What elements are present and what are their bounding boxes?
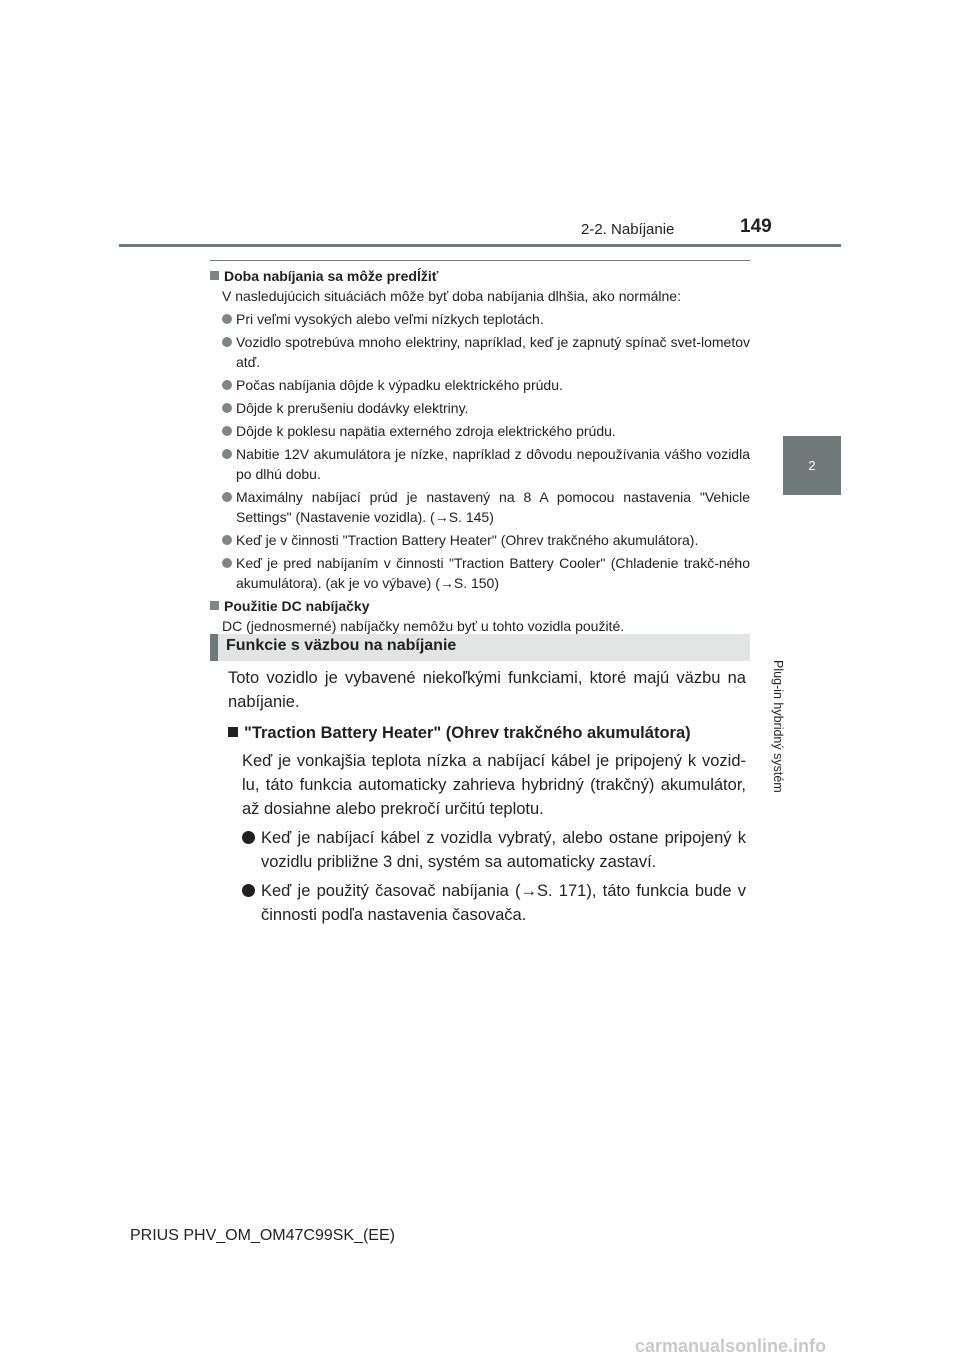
section-intro: Toto vozidlo je vybavené niekoľkými funkciami, ktoré majú väzbu na nabíjanie.: [228, 669, 746, 711]
list-item: Pri veľmi vysokých alebo veľmi nízkych teplotách.: [222, 309, 750, 329]
circle-bullet-icon: [222, 449, 232, 459]
circle-bullet-icon: [222, 426, 232, 436]
list-item: Dôjde k poklesu napätia externého zdroja elektrického prúdu.: [222, 421, 750, 441]
circle-bullet-icon: [222, 337, 232, 347]
main-content: [228, 666, 746, 927]
watermark: carmanualsonline.info: [635, 1336, 827, 1356]
section-title: Funkcie s väzbou na nabíjanie: [226, 637, 457, 654]
subsection-heading: "Traction Battery Heater" (Ohrev trakčného akumulátora): [228, 721, 746, 745]
list-item: Dôjde k prerušeniu dodávky elektriny.: [222, 398, 750, 418]
square-bullet-icon: [228, 727, 238, 737]
section-label: 2-2. Nabíjanie: [581, 221, 675, 238]
circle-bullet-icon: [222, 380, 232, 390]
circle-bullet-icon: [222, 403, 232, 413]
header-rule: [119, 244, 841, 247]
section-heading-bar: [210, 634, 750, 661]
content-rule: [210, 260, 750, 261]
page-number: 149: [740, 216, 772, 237]
list-item: Keď je pred nabíjaním v činnosti "Traction Battery Cooler" (Chladenie trakč-ného akumulátora). (ak je vo výbave) (→S. 150): [222, 553, 750, 593]
circle-bullet-icon: [222, 535, 232, 545]
chapter-tab: 2: [783, 436, 841, 495]
circle-bullet-icon: [222, 492, 232, 502]
notes-block: [210, 266, 750, 636]
note-text: V nasledujúcich situáciách môže byť doba nabíjania dlhšia, ako normálne:: [222, 288, 681, 304]
subsection-body: Keď je vonkajšia teplota nízka a nabíjací kábel je pripojený k vozid-lu, táto funkcia automaticky zahrieva hybridný (trakčný) akumulátor, až dosiahne alebo prekročí určitú teplotu.: [242, 752, 746, 818]
circle-bullet-icon: [222, 558, 232, 568]
list-item: Keď je použitý časovač nabíjania (→S. 171), táto funkcia bude v činnosti podľa nastavenia časovača.: [242, 879, 746, 927]
list-item: Počas nabíjania dôjde k výpadku elektrického prúdu.: [222, 375, 750, 395]
list-item: Keď je v činnosti "Traction Battery Heater" (Ohrev trakčného akumulátora).: [222, 530, 750, 550]
square-bullet-icon: [210, 601, 219, 610]
note-text: DC (jednosmerné) nabíjačky nemôžu byť u tohto vozidla použité.: [222, 618, 625, 634]
circle-bullet-icon: [242, 831, 255, 844]
document-code: PRIUS PHV_OM_OM47C99SK_(EE): [130, 1227, 395, 1244]
list-item: Vozidlo spotrebúva mnoho elektriny, napríklad, keď je zapnutý spínač svet-lometov atď.: [222, 332, 750, 372]
note-heading: Doba nabíjania sa môže predĺžiť: [210, 266, 750, 286]
chapter-title: Plug-in hybridný systém: [771, 660, 785, 793]
list-item: Maximálny nabíjací prúd je nastavený na 8 A pomocou nastavenia "Vehicle Settings" (Nastavenie vozidla). (→S. 145): [222, 487, 750, 527]
list-item: Keď je nabíjací kábel z vozidla vybratý, alebo ostane pripojený k vozidlu približne 3 dni, systém sa automaticky zastaví.: [242, 826, 746, 874]
note-heading: Použitie DC nabíjačky: [210, 596, 750, 616]
circle-bullet-icon: [222, 314, 232, 324]
circle-bullet-icon: [242, 884, 255, 897]
list-item: Nabitie 12V akumulátora je nízke, napríklad z dôvodu nepoužívania vášho vozidla po dlhú dobu.: [222, 444, 750, 484]
square-bullet-icon: [210, 271, 219, 280]
